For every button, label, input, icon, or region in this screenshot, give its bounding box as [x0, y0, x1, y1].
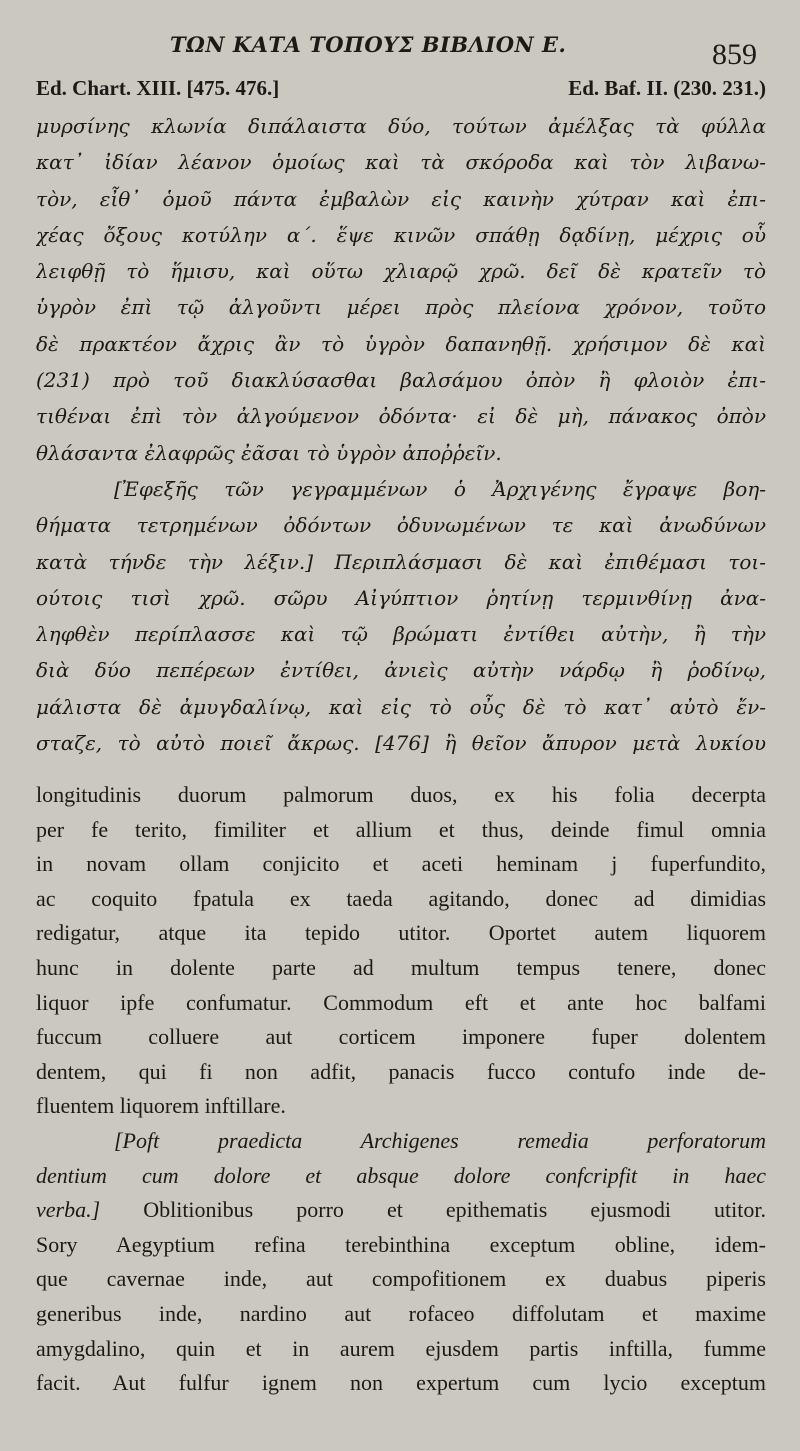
page-number: 859 — [712, 38, 757, 71]
edition-chartier-reference: Ed. Chart. XIII. [475. 476.] — [36, 76, 280, 100]
latin-line: per fe terito, fimiliter et allium et thus, deinde fimul omnia — [36, 816, 766, 842]
greek-line: ληφθὲν περίπλασσε καὶ τῷ βρώματι ἐντίθει αὐτὴν, ἢ τὴν — [36, 622, 766, 647]
latin-line: liquor ipfe confumatur. Commodum eft et ante hoc balfami — [36, 989, 766, 1015]
greek-line: χέας ὄξους κοτύλην α΄. ἕψε κινῶν σπάθῃ δᾳδίνῃ, μέχρις οὗ — [36, 222, 766, 247]
greek-line: διὰ δύο πεπέρεων ἐντίθει, ἀνιεὶς αὐτὴν νάρδῳ ἢ ῥοδίνῳ, — [36, 658, 766, 683]
latin-mixed-roman: Oblitionibus porro et epithematis ejusmodi utitor. — [100, 1197, 766, 1223]
latin-line: facit. Aut fulfur ignem non expertum cum lycio exceptum — [36, 1370, 766, 1396]
greek-line: δὲ πρακτέον ἄχρις ἂν τὸ ὑγρὸν δαπανηθῇ. χρήσιμον δὲ καὶ — [36, 331, 766, 356]
latin-line: redigatur, atque ita tepido utitor. Oportet autem liquorem — [36, 920, 766, 946]
latin-line: ac coquito fpatula ex taeda agitando, donec ad dimidias — [36, 885, 766, 911]
running-title: ΤΩΝ ΚΑΤΑ ΤΟΠΟΥΣ ΒΙΒΛΙΟΝ Ε. — [170, 32, 567, 57]
greek-line: τιθέναι ἐπὶ τὸν ἀλγούμενον ὀδόντα· εἰ δὲ μὴ, πάνακος ὀπὸν — [36, 404, 766, 429]
latin-line: dentem, qui fi non adfit, panacis fucco contufo inde de- — [36, 1058, 766, 1084]
greek-line: κατ᾽ ἰδίαν λέανον ὁμοίως καὶ τὰ σκόροδα καὶ τὸν λιβανω- — [36, 150, 766, 175]
greek-line: ούτοις τισὶ χρῶ. σῶρυ Αἰγύπτιον ῥητίνῃ τερμινθίνῃ ἀνα- — [36, 585, 766, 610]
greek-line: μυρσίνης κλωνία διπάλαιστα δύο, τούτων ἀμέλξας τὰ φύλλα — [36, 114, 766, 138]
latin-line: amygdalino, quin et in aurem ejusdem partis inftilla, fumme — [36, 1335, 766, 1361]
greek-line: θήματα τετρημένων ὀδόντων ὀδυνωμένων τε καὶ ἀνωδύνων — [36, 513, 766, 538]
latin-line: longitudinis duorum palmorum duos, ex his folia decerpta — [36, 782, 766, 807]
latin-line: fluentem liquorem inftillare. — [36, 1093, 286, 1119]
greek-text-block — [36, 108, 766, 761]
latin-line: hunc in dolente parte ad multum tempus tenere, donec — [36, 954, 766, 980]
latin-mixed-italic: verba.] — [36, 1197, 101, 1223]
greek-line: ὑγρὸν ἐπὶ τῷ ἀλγοῦντι μέρει πρὸς πλείονα χρόνον, τοῦτο — [36, 295, 766, 320]
edition-basel-reference: Ed. Baf. II. (230. 231.) — [568, 76, 766, 100]
edition-reference-line — [36, 76, 766, 106]
latin-bracket-line: dentium cum dolore et absque dolore confcripfit in haec — [36, 1162, 766, 1188]
greek-line: τὸν, εἶθ᾽ ὁμοῦ πάντα ἐμβαλὼν εἰς καινὴν χύτραν καὶ ἐπι- — [36, 186, 766, 211]
latin-line: generibus inde, nardino aut rofaceo diffolutam et maxime — [36, 1300, 766, 1326]
latin-line: fuccum colluere aut corticem imponere fuper dolentem — [36, 1024, 766, 1050]
greek-line: κατὰ τήνδε τὴν λέξιν.] Περιπλάσμασι δὲ καὶ ἐπιθέμασι τοι- — [36, 549, 766, 574]
greek-line: σταζε, τὸ αὐτὸ ποιεῖ ἄκρως. [476] ἢ θεῖον ἄπυρον μετὰ λυκίου — [36, 731, 766, 756]
running-head — [0, 28, 800, 71]
greek-line: [Ἐφεξῆς τῶν γεγραμμένων ὁ Ἀρχιγένης ἔγραψε βοη- — [114, 476, 766, 501]
latin-text-block — [36, 778, 766, 1401]
latin-mixed-line — [36, 1193, 766, 1228]
latin-line: Sory Aegyptium refina terebinthina exceptum obline, idem- — [36, 1231, 766, 1257]
latin-line: in novam ollam conjicito et aceti heminam j fuperfundito, — [36, 851, 766, 877]
greek-line: μάλιστα δὲ ἀμυγδαλίνῳ, καὶ εἰς τὸ οὖς δὲ τὸ κατ᾽ αὐτὸ ἔν- — [36, 694, 766, 719]
greek-line: λειφθῇ τὸ ἥμισυ, καὶ οὕτω χλιαρῷ χρῶ. δεῖ δὲ κρατεῖν τὸ — [36, 259, 766, 284]
latin-line: que cavernae inde, aut compofitionem ex duabus piperis — [36, 1266, 766, 1292]
greek-line: (231) πρὸ τοῦ διακλύσασθαι βαλσάμου ὀπὸν ἢ φλοιὸν ἐπι- — [36, 368, 766, 393]
latin-bracket-line: [Poft praedicta Archigenes remedia perforatorum — [114, 1127, 766, 1153]
greek-line: θλάσαντα ἐλαφρῶς ἐᾶσαι τὸ ὑγρὸν ἀποῤῥεῖν. — [36, 440, 502, 465]
